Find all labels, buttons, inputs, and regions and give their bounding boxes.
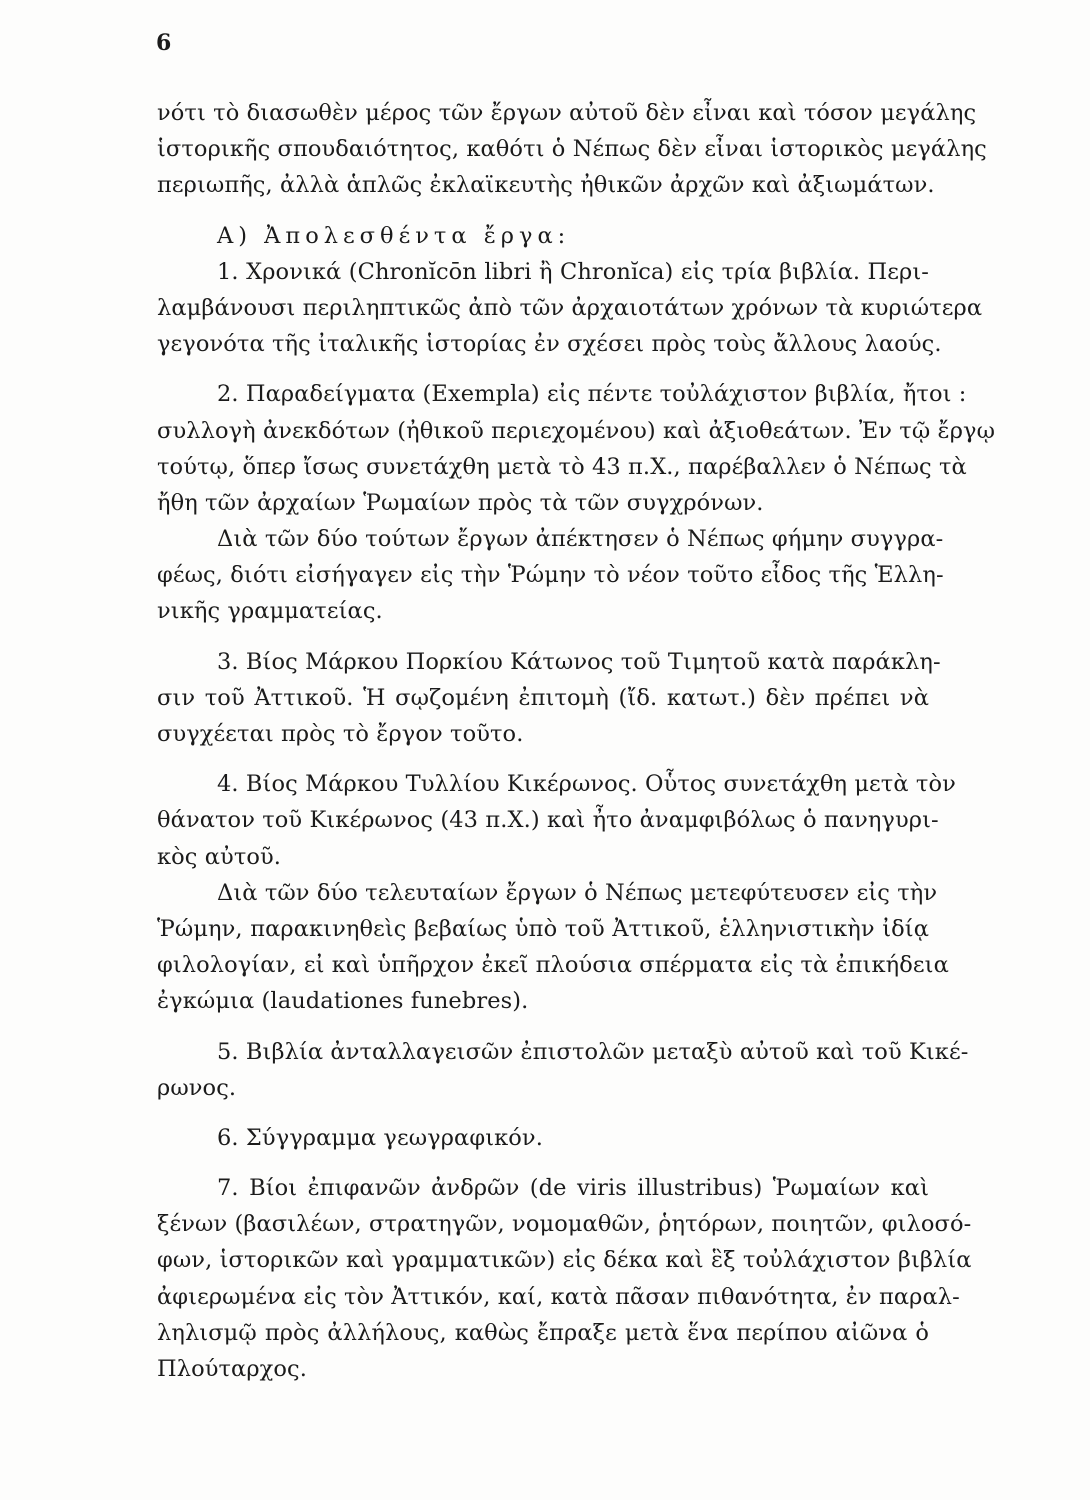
text-line: ρωνος. (157, 1074, 237, 1101)
paragraph-line: Διὰ τῶν δύο τελευταίων ἔργων ὁ Νέπως μετεφύτευσεν εἰς τὴν (217, 879, 938, 906)
text-line: συλλογὴ ἀνεκδότων (ἠθικοῦ περιεχομένου) καὶ ἀξιοθεάτων. Ἐν τῷ ἔργῳ (157, 417, 996, 444)
text-line: ἀφιερωμένα εἰς τὸν Ἀττικόν, καί, κατὰ πᾶσαν πιθανότητα, ἐν παραλ- (157, 1283, 960, 1310)
text-line: ἐγκώμια (laudationes funebres). (157, 988, 529, 1015)
text-line: θάνατον τοῦ Κικέρωνος (43 π.Χ.) καὶ ἦτο ἀναμφιβόλως ὁ πανηγυρι- (157, 807, 939, 834)
text-line: κὸς αὐτοῦ. (157, 843, 282, 870)
body-text (157, 95, 996, 1387)
text-line: ξένων (βασιλέων, στρατηγῶν, νομομαθῶν, ῥητόρων, ποιητῶν, φιλοσό- (157, 1211, 972, 1238)
list-item-line: 6. Σύγγραμμα γεωγραφικόν. (217, 1124, 543, 1151)
text-line: γεγονότα τῆς ἰταλικῆς ἱστορίας ἐν σχέσει πρὸς τοὺς ἄλλους λαούς. (157, 331, 942, 358)
text-line: συγχέεται πρὸς τὸ ἔργον τοῦτο. (157, 721, 524, 747)
text-line: Ῥώμην, παρακινηθεὶς βεβαίως ὑπὸ τοῦ Ἀττικοῦ, ἑλληνιστικὴν ἰδίᾳ (157, 915, 929, 942)
text-line: τούτῳ, ὅπερ ἴσως συνετάχθη μετὰ τὸ 43 π.Χ., παρέβαλλεν ὁ Νέπως τὰ (157, 453, 967, 480)
text-line: Πλούταρχος. (157, 1356, 308, 1382)
text-line: σιν τοῦ Ἀττικοῦ. Ἡ σῳζομένη ἐπιτομὴ (ἴδ. κατωτ.) δὲν πρέπει νὰ (157, 684, 929, 711)
list-item-line: 4. Βίος Μάρκου Τυλλίου Κικέρωνος. Οὗτος συνετάχθη μετὰ τὸν (217, 771, 956, 798)
text-line: φιλολογίαν, εἰ καὶ ὑπῆρχον ἐκεῖ πλούσια σπέρματα εἰς τὰ ἐπικήδεια (157, 952, 949, 979)
text-line: ἱστορικῆς σπουδαιότητος, καθότι ὁ Νέπως δὲν εἶναι ἱστορικὸς μεγάλης (157, 136, 987, 163)
section-heading: Α) Ἀπολεσθέντα ἔργα: (217, 222, 571, 249)
list-item-line: 7. Βίοι ἐπιφανῶν ἀνδρῶν (de viris illustribus) Ῥωμαίων καὶ (217, 1175, 929, 1202)
paragraph-line: Διὰ τῶν δύο τούτων ἔργων ἀπέκτησεν ὁ Νέπως φήμην συγγρα- (217, 526, 944, 553)
page-number: 6 (156, 30, 172, 56)
list-item-line: 1. Χρονικά (Chronĭcōn libri ἢ Chronĭca) εἰς τρία βιβλία. Περι- (217, 258, 929, 285)
text-line: νότι τὸ διασωθὲν μέρος τῶν ἔργων αὐτοῦ δὲν εἶναι καὶ τόσον μεγάλης (157, 100, 977, 126)
list-item-line: 5. Βιβλία ἀνταλλαγεισῶν ἐπιστολῶν μεταξὺ αὐτοῦ καὶ τοῦ Κικέ- (217, 1038, 969, 1065)
text-line: νικῆς γραμματείας. (157, 598, 383, 625)
text-line: ληλισμῷ πρὸς ἀλλήλους, καθὼς ἔπραξε μετὰ ἕνα περίπου αἰῶνα ὁ (157, 1319, 929, 1346)
text-line: περιωπῆς, ἀλλὰ ἁπλῶς ἐκλαϊκευτὴς ἠθικῶν ἀρχῶν καὶ ἀξιωμάτων. (157, 172, 935, 199)
text-line: λαμβάνουσι περιληπτικῶς ἀπὸ τῶν ἀρχαιοτάτων χρόνων τὰ κυριώτερα (157, 294, 983, 321)
text-line: φων, ἱστορικῶν καὶ γραμματικῶν) εἰς δέκα καὶ ἓξ τοὐλάχιστον βιβλία (157, 1247, 972, 1274)
text-line: φέως, διότι εἰσήγαγεν εἰς τὴν Ῥώμην τὸ νέον τοῦτο εἶδος τῆς Ἑλλη- (157, 562, 944, 589)
list-item-line: 3. Βίος Μάρκου Πορκίου Κάτωνος τοῦ Τιμητοῦ κατὰ παράκλη- (217, 648, 941, 675)
text-line: ἤθη τῶν ἀρχαίων Ῥωμαίων πρὸς τὰ τῶν συγχρόνων. (157, 489, 764, 516)
list-item-line: 2. Παραδείγματα (Exempla) εἰς πέντε τοὐλάχιστον βιβλία, ἤτοι : (217, 381, 967, 408)
